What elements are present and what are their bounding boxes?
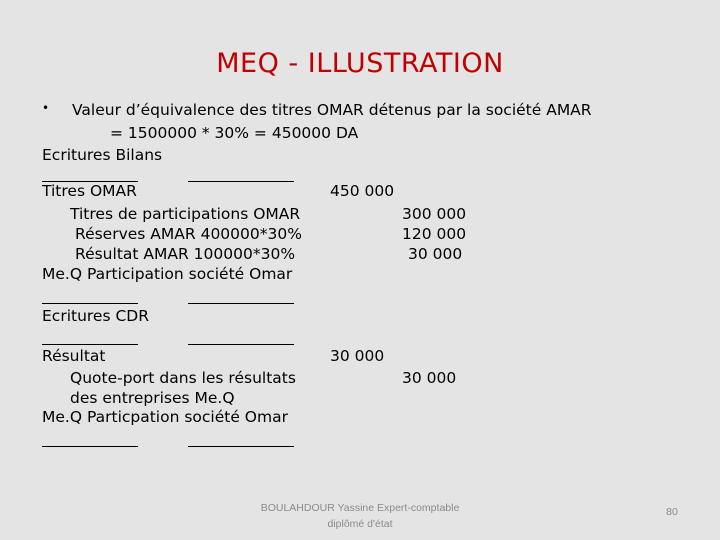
cdr-row-label: Me.Q Particpation société Omar [42,408,288,426]
bilans-heading: Ecritures Bilans [42,146,163,164]
slide-title: MEQ - ILLUSTRATION [216,48,504,79]
separator-line [188,303,294,304]
page-number: 80 [666,506,678,518]
bilans-row-label: Titres de participations OMAR [70,205,301,223]
footer-author-line2: diplômé d'état [327,518,393,530]
separator-line [188,344,294,345]
bullet-text-line1: Valeur d’équivalence des titres OMAR détenus par la société AMAR [72,101,592,119]
bilans-row-debit: 450 000 [330,182,395,200]
bilans-row-label: Réserves AMAR 400000*30% [75,225,302,243]
separator-line [188,446,294,447]
bilans-row-label: Me.Q Participation société Omar [42,265,293,283]
footer-author-line1: BOULAHDOUR Yassine Expert-comptable [260,502,460,514]
bilans-row-credit: 120 000 [402,225,467,243]
footer-author [255,500,465,532]
cdr-row-debit: 30 000 [330,347,385,365]
cdr-row-label: des entreprises Me.Q [70,389,235,407]
bullet-dot: • [42,101,50,115]
cdr-row-credit: 30 000 [402,369,457,387]
bilans-row-credit: 300 000 [402,205,467,223]
bullet-text-line2: = 1500000 * 30% = 450000 DA [110,124,359,142]
cdr-row-label: Résultat [42,347,106,365]
bilans-row-credit: 30 000 [408,245,463,263]
separator-line [42,303,138,304]
separator-line [42,344,138,345]
cdr-row-label: Quote-port dans les résultats [70,369,296,387]
cdr-heading: Ecritures CDR [42,307,149,325]
bilans-row-label: Titres OMAR [42,182,137,200]
separator-line [42,446,138,447]
separator-line [188,181,294,182]
bilans-row-label: Résultat AMAR 100000*30% [75,245,296,263]
